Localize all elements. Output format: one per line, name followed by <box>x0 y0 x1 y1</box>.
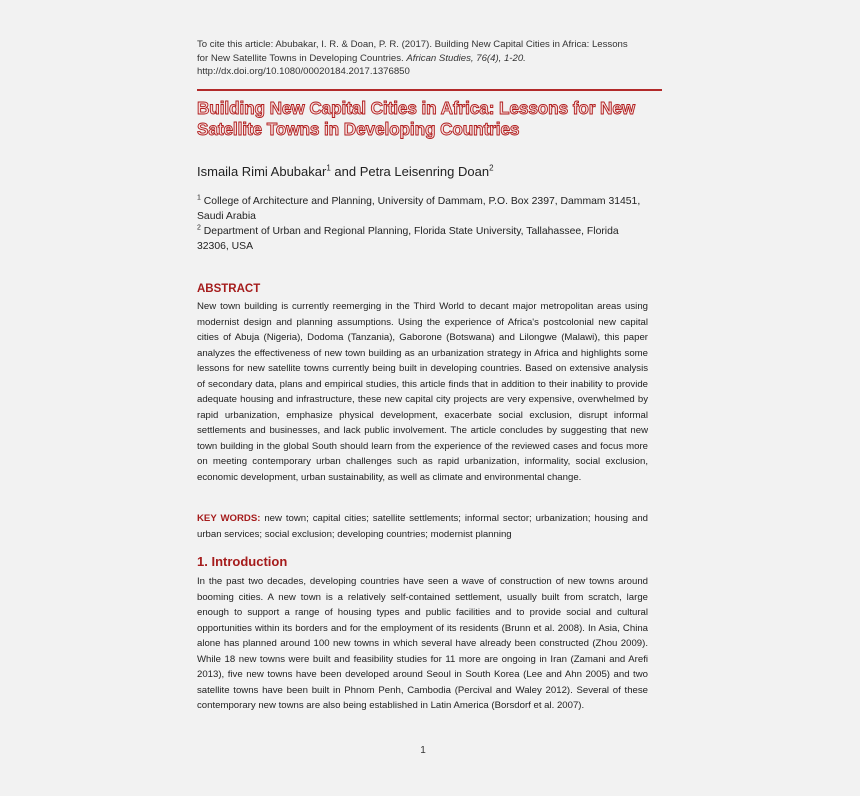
citation-line-2-text: for New Satellite Towns in Developing Countries. <box>197 52 407 64</box>
author-1-affil-marker: 1 <box>326 163 331 173</box>
section-heading-introduction: 1. Introduction <box>197 554 288 569</box>
keywords-block <box>197 511 648 543</box>
affiliation-1-text: College of Architecture and Planning, University of Dammam, P.O. Box 2397, Dammam 31451, Saudi Arabia <box>197 196 641 222</box>
abstract-heading: ABSTRACT <box>197 283 261 295</box>
affiliation-1-marker: 1 <box>197 194 201 202</box>
citation-block <box>197 38 657 79</box>
paper-title: Building New Capital Cities in Africa: Lessons for New Satellite Towns in Developing Countries <box>197 98 636 139</box>
page-number: 1 <box>420 745 426 756</box>
title-rule-divider <box>197 89 662 91</box>
citation-line-1: To cite this article: Abubakar, I. R. & Doan, P. R. (2017). Building New Capital Cities in Africa: Lessons <box>197 39 628 50</box>
author-2-affil-marker: 2 <box>489 163 494 173</box>
keywords-label: KEY WORDS: <box>197 513 261 524</box>
affiliation-2-marker: 2 <box>197 224 201 232</box>
author-1-name: Ismaila Rimi Abubakar <box>197 164 327 179</box>
author-joiner: and <box>330 164 360 179</box>
citation-doi-link[interactable]: http://dx.doi.org/10.1080/00020184.2017.1376850 <box>197 66 410 77</box>
keywords-text: new town; capital cities; satellite settlements; informal sector; urbanization; housing and urban services; social exclusion; developing countries; modernist planning <box>197 513 648 540</box>
citation-journal: African Studies, 76(4), 1-20. <box>406 52 526 64</box>
affiliation-2-text: Department of Urban and Regional Planning, Florida State University, Tallahassee, Florida 32306, USA <box>197 226 619 252</box>
author-line <box>197 163 494 181</box>
abstract-body: New town building is currently reemerging in the Third World to decant major metropolitan areas using modernist design and planning assumptions. Using the experience of Africa's postcolonial new capital cities of Abuja (Nigeria), Dodoma (Tanzania), Gaborone (Botswana) and Lilongwe (Malawi), this paper analyzes the effectiveness of new town building as an urbanization strategy in Africa and highlights some lessons for new satellite towns currently being built in developing countries. Based on extensive analysis of secondary data, plans and empirical studies, this article finds that in addition to their inability to provide adequate housing and infrastructure, these new capital city projects are very expensive, overwhelmed by rapid urbanization, emphasize physical development, exacerbate social exclusion, disrupt informal settlements and businesses, and lack public involvement. The article concludes by suggesting that new town building in the global South should learn from the experience of the reviewed cases and focus more on meeting contemporary urban challenges such as rapid urbanization, informality, social exclusion, economic development, urban sustainability, as well as climate and environmental change. <box>197 301 648 483</box>
citation-line-2 <box>197 52 657 66</box>
author-2-name: Petra Leisenring Doan <box>359 164 490 179</box>
affiliation-2 <box>197 225 647 254</box>
affiliation-1 <box>197 195 647 224</box>
introduction-body: In the past two decades, developing countries have seen a wave of construction of new towns around booming cities. A new town is a relatively self-contained settlement, usually built from scratch, large enough to support a range of housing types and public facilities and to provide social and cultural opportunities within its borders and for the employment of its residents (Brunn et al. 2008). In Asia, China alone has planned around 100 new towns in which several have already been constructed (Zhou 2009). While 18 new towns were built and feasibility studies for 11 more are ongoing in Iran (Zamani and Arefi 2013), five new towns have been developed around Seoul in South Korea (Lee and Ahn 2005) and two satellite towns have been built in Phnom Penh, Cambodia (Percival and Waley 2012). Several of these contemporary new towns are also being established in Latin America (Borsdorf et al. 2007). <box>197 576 648 711</box>
